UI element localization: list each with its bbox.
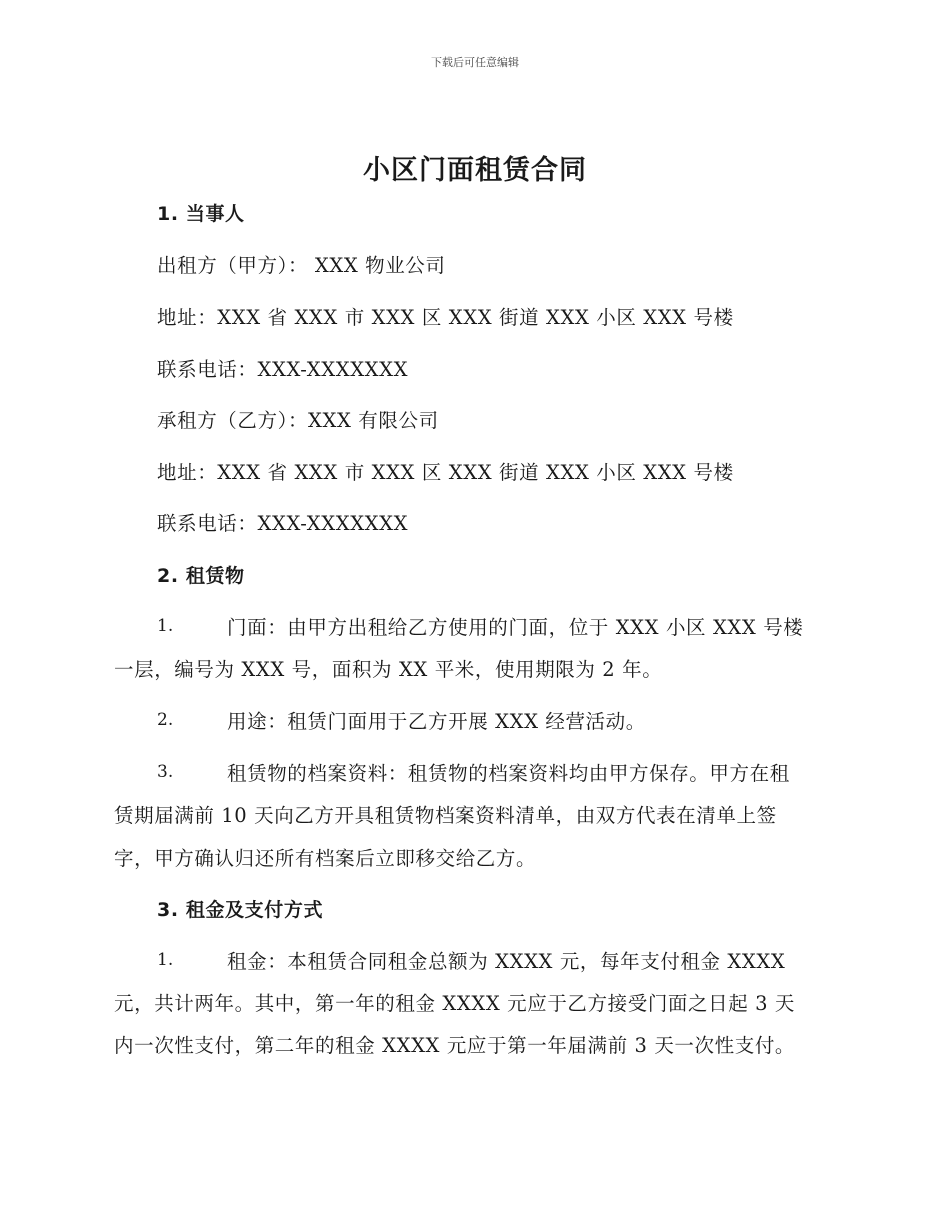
- item-text-line: 门面：由甲方出租给乙方使用的门面，位于 XXX 小区 XXX 号楼: [227, 616, 804, 639]
- item-text-line: 内一次性支付，第二年的租金 XXXX 元应于第一年届满前 3 天一次性支付。: [114, 1034, 796, 1057]
- item-number: 3.: [157, 762, 174, 782]
- section-1-heading: 1. 当事人: [157, 203, 245, 225]
- item-text-line: 租金：本租赁合同租金总额为 XXXX 元，每年支付租金 XXXX: [227, 950, 786, 973]
- lessor-address: 地址：XXX 省 XXX 市 XXX 区 XXX 街道 XXX 小区 XXX 号楼: [157, 306, 734, 329]
- item-number: 1.: [157, 616, 174, 636]
- lessee-address: 地址：XXX 省 XXX 市 XXX 区 XXX 街道 XXX 小区 XXX 号楼: [157, 461, 734, 484]
- item-text-line: 用途：租赁门面用于乙方开展 XXX 经营活动。: [227, 710, 646, 733]
- item-text-line: 元，共计两年。其中，第一年的租金 XXXX 元应于乙方接受门面之日起 3 天: [114, 992, 796, 1015]
- lessor-phone: 联系电话：XXX-XXXXXXX: [157, 358, 409, 381]
- item-text-line: 一层，编号为 XXX 号，面积为 XX 平米，使用期限为 2 年。: [114, 658, 663, 681]
- item-text-line: 租赁物的档案资料：租赁物的档案资料均由甲方保存。甲方在租: [227, 762, 790, 785]
- lessee-phone: 联系电话：XXX-XXXXXXX: [157, 512, 409, 535]
- lessee-line: 承租方（乙方）：XXX 有限公司: [157, 409, 439, 432]
- item-text-line: 字，甲方确认归还所有档案后立即移交给乙方。: [114, 847, 537, 870]
- section-3-heading: 3. 租金及支付方式: [157, 899, 324, 921]
- document-title: 小区门面租赁合同: [363, 155, 587, 186]
- header-note: 下载后可任意编辑: [431, 56, 519, 69]
- lessor-line: 出租方（甲方）： XXX 物业公司: [157, 254, 446, 277]
- item-text-line: 赁期届满前 10 天向乙方开具租赁物档案资料清单，由双方代表在清单上签: [114, 804, 777, 827]
- section-2-heading: 2. 租赁物: [157, 565, 245, 587]
- item-number: 1.: [157, 950, 174, 970]
- item-number: 2.: [157, 710, 174, 730]
